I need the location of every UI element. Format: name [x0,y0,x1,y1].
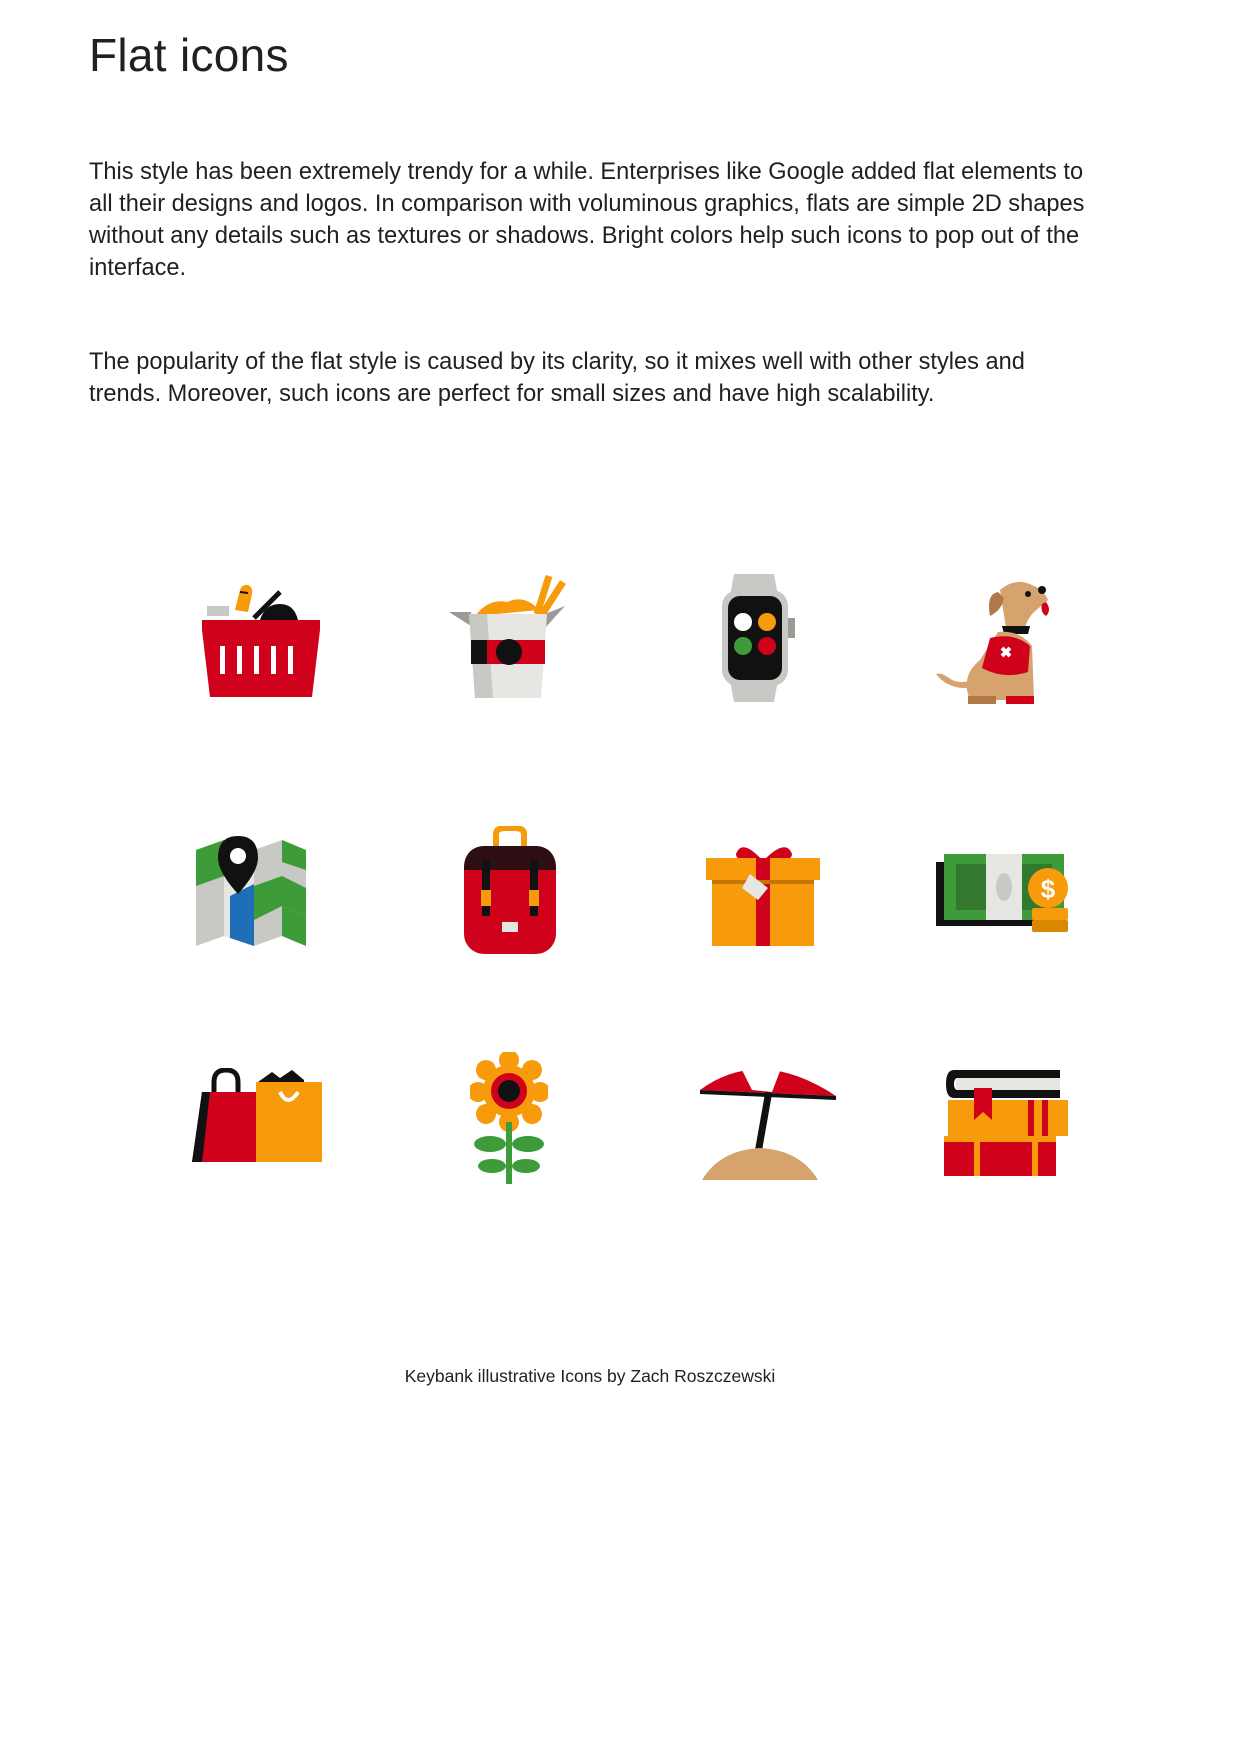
smartwatch-icon [712,574,807,702]
takeout-box-icon [447,570,572,705]
backpack-icon [462,826,558,956]
beach-umbrella-icon [700,1056,836,1180]
money-icon [936,850,1068,934]
svg-text:$: $ [1040,874,1056,904]
shopping-basket-icon [190,580,320,705]
dog-icon [930,576,1055,704]
sunflower-icon [470,1052,548,1184]
shopping-bags-icon [192,1068,324,1164]
intro-paragraph: This style has been extremely trendy for a while. Enterprises like Google added flat elements to all their designs and logos. In comparison with voluminous graphics, flats are simple 2D shapes without any details such as textures or shadows. Bright colors help such icons to pop out of the interface. [89,159,1085,281]
map-pin-icon [196,836,308,948]
gift-box-icon [706,840,820,948]
books-icon [944,1068,1072,1178]
image-credit-caption: Keybank illustrative Icons by Zach Roszczewski [404,1366,776,1386]
popularity-paragraph: The popularity of the flat style is caused by its clarity, so it mixes well with other styles and trends. Moreover, such icons are perfect for small sizes and have high scalability. [89,349,1025,407]
page-title: Flat icons [89,29,289,81]
